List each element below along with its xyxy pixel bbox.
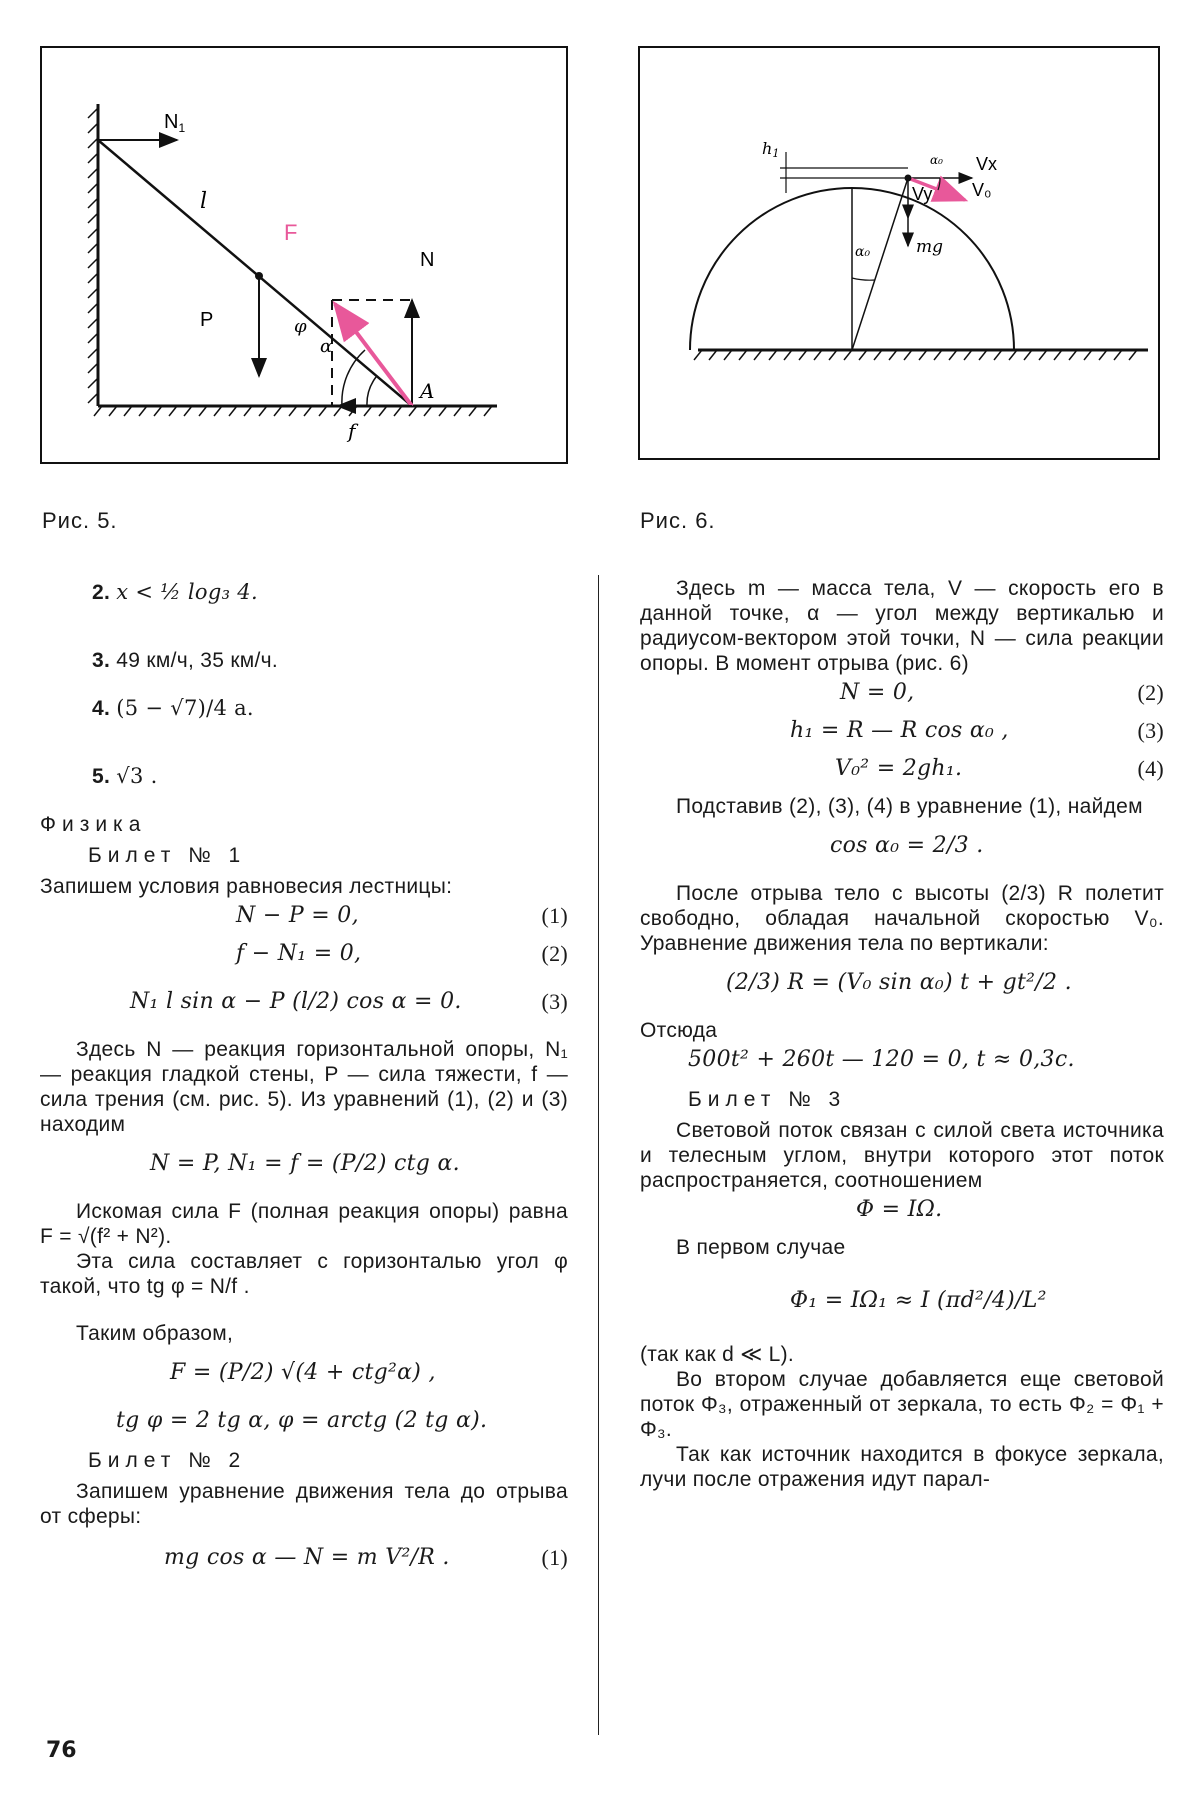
right-para2: Подставив (2), (3), (4) в уравнение (1), найдем [676,795,1143,818]
ticket1-eq3: N₁ l sin α − P (l/2) cos α = 0. (3) [130,989,568,1014]
ticket1-para1: Здесь N — реакция горизонтальной опоры, N₁ — реакция гладкой стены, P — сила тяжести, f — сила трения (см. рис. 5). Из уравнений (1), (2) и (3) находим [40,1038,568,1136]
right-eq3: h₁ = R — R cos α₀ , (3) [790,718,1164,743]
answer-2: 2. x < ½ log₃ 4. [92,580,258,604]
ticket1-eq4: N = P, N₁ = f = (P/2) ctg α. [150,1151,460,1176]
figure-5 [40,46,568,464]
label-f-small: f [348,419,356,443]
alpha0-arc-top [938,178,940,190]
ticket2-eq1: mg cos α — N = m V²/R . (1) [164,1545,568,1570]
ticket1-heading: Билет № 1 [88,844,247,867]
label-l: l [200,189,208,214]
label-alpha0-top: α₀ [930,153,943,167]
figure-6-caption: Рис. 6. [640,508,716,533]
label-vx: Vx [976,154,998,174]
ticket2-heading: Билет № 2 [88,1449,247,1472]
ticket1-para2: Искомая сила F (полная реакция опоры) равна F = √(f² + N²). [40,1200,568,1248]
answer-5: 5. √3 . [92,764,158,788]
right-eq7: 500t² + 260t — 120 = 0, t ≈ 0,3с. [688,1047,1075,1072]
ticket1-eq1: N − P = 0, (1) [236,903,568,928]
label-p: P [200,309,214,331]
left-column [40,580,568,1591]
section-title: Физика [40,813,147,836]
label-mg: mg [916,237,944,257]
alpha-arc [367,377,376,406]
right-para1: Здесь m — масса тела, V — скорость его в данной точке, α — угол между вертикалью и радиусом-вектором этой точки, N — сила реакции опоры. В момент отрыва (рис. 6) [640,577,1164,675]
label-alpha: α [320,336,333,357]
label-alpha0-mid: α₀ [855,244,871,260]
label-n: N [420,249,435,271]
right-para3: После отрыва тело с высоты (2/3) R полетит свободно, обладая начальной скоростью V₀. Уравнение движения тела по вертикали: [640,882,1164,955]
page-number: 76 [46,1738,77,1763]
alpha0-arc-mid [852,278,875,280]
right-eq5: cos α₀ = 2/3 . [830,833,984,858]
label-v0: V₀ [972,180,992,200]
figure-5-caption: Рис. 5. [42,508,118,533]
ticket1-para4: Таким образом, [76,1322,234,1345]
phi-arc [342,350,365,406]
right-eq2: N = 0, (2) [840,680,1164,705]
ladder-line [98,140,412,406]
right-column [640,576,1164,1492]
ticket1-para3: Эта сила составляет с горизонталью угол φ такой, что tg φ = N/f . [40,1250,568,1298]
answer-3: 3. 49 км/ч, 35 км/ч. [92,649,279,672]
body-point [905,175,912,182]
right-eq4: V₀² = 2gh₁. (4) [835,756,1164,781]
ticket2-intro: Запишем уравнение движения тела до отрыва от сферы: [40,1480,568,1528]
right-para4: Отсюда [640,1019,718,1042]
column-divider [598,575,599,1735]
ticket3-para5: Так как источник находится в фокусе зеркала, лучи после отражения идут парал- [640,1443,1164,1491]
ticket1-intro: Запишем условия равновесия лестницы: [40,875,453,898]
label-f-big: F [284,220,298,245]
label-h1: h1 [762,139,780,160]
label-a: A [420,379,435,403]
slant-radius [852,178,908,350]
ticket3-heading: Билет № 3 [688,1088,847,1111]
ticket3-para2: В первом случае [676,1236,846,1259]
figure-6-drawing [640,48,1158,458]
ticket3-para1: Световой поток связан с силой света источника и телесным углом, внутри которого этот поток распространяется, соотношением [640,1119,1164,1192]
ticket1-eq2: f − N₁ = 0, (2) [236,941,568,966]
ticket3-para3: (так как d ≪ L). [640,1343,795,1366]
figure-5-drawing [42,48,566,462]
ticket3-para4: Во втором случае добавляется еще световой поток Φ₃, отраженный от зеркала, то есть Φ₂ = Φ₁ + Φ₃. [640,1368,1164,1441]
ticket3-eq2: Φ₁ = IΩ₁ ≈ I (πd²/4)/L² [790,1288,1047,1313]
right-eq6: (2/3) R = (V₀ sin α₀) t + gt²/2 . [726,970,1072,995]
ticket1-eq5: F = (P/2) √(4 + ctg²α) , [170,1360,436,1385]
answer-4: 4. (5 − √7)/4 a. [92,696,254,720]
figure-6 [638,46,1160,460]
f-arrow [335,304,412,406]
label-vy: Vy [912,184,933,204]
label-phi: φ [294,316,307,337]
ticket3-eq1: Φ = IΩ. [856,1197,943,1222]
label-n1: $N_1$ [164,111,186,135]
ticket1-eq6: tg φ = 2 tg α, φ = arctg (2 tg α). [116,1408,488,1433]
